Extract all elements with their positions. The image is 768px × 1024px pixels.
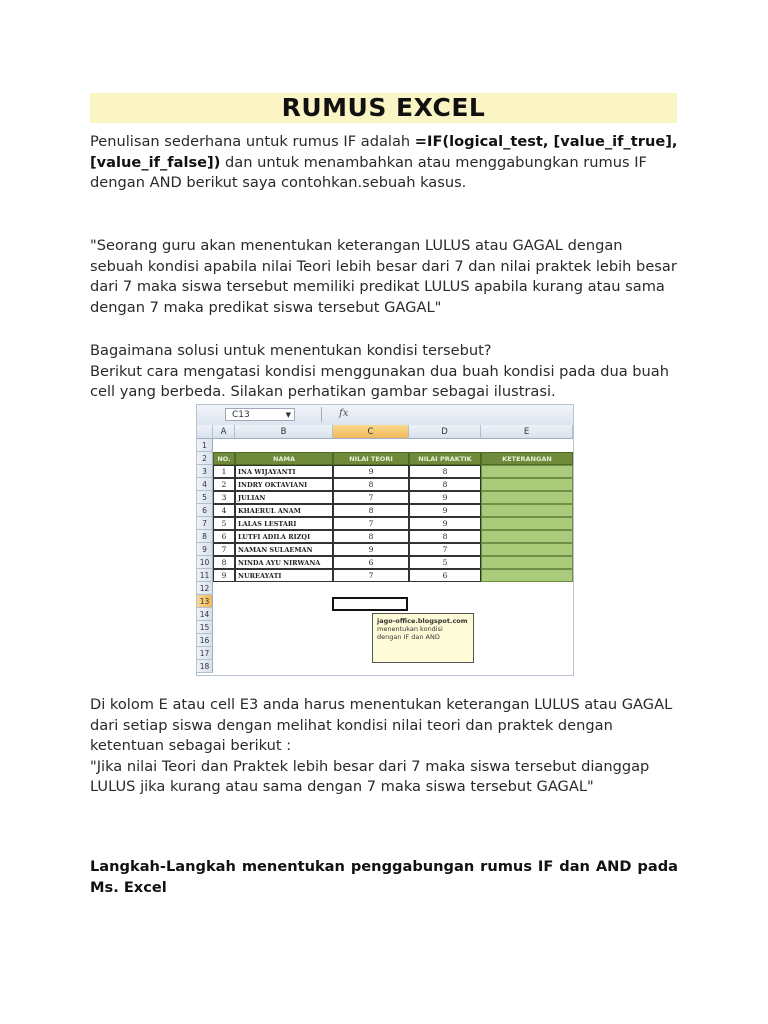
fx-icon: fx xyxy=(339,408,349,419)
title-bar xyxy=(90,93,677,123)
row-header-18[interactable]: 18 xyxy=(197,660,213,673)
row-header-5[interactable]: 5 xyxy=(197,491,213,504)
cell-nama[interactable]: KHAERUL ANAM xyxy=(235,504,333,517)
cell-nama[interactable]: LUTFI ADILA RIZQI xyxy=(235,530,333,543)
cell-teori[interactable]: 6 xyxy=(333,556,409,569)
row-header-17[interactable]: 17 xyxy=(197,647,213,660)
cell-teori[interactable]: 9 xyxy=(333,543,409,556)
row-header-13[interactable]: 13 xyxy=(197,595,213,608)
cell-no[interactable]: 2 xyxy=(213,478,235,491)
chevron-down-icon: ▼ xyxy=(285,411,291,419)
table-header-cell[interactable]: NILAI TEORI xyxy=(333,452,409,465)
row-header-1[interactable]: 1 xyxy=(197,439,213,452)
name-box-value: C13 xyxy=(232,410,250,420)
cell-nama[interactable]: INDRY OKTAVIANI xyxy=(235,478,333,491)
cell-nama[interactable]: NINDA AYU NIRWANA xyxy=(235,556,333,569)
cell-teori[interactable]: 9 xyxy=(333,465,409,478)
cell-no[interactable]: 3 xyxy=(213,491,235,504)
cell-keterangan[interactable] xyxy=(481,556,573,569)
cell-keterangan[interactable] xyxy=(481,504,573,517)
cell-keterangan[interactable] xyxy=(481,465,573,478)
cell-nama[interactable]: NUREAYATI xyxy=(235,569,333,582)
p4-text-b: "Jika nilai Teori dan Praktek lebih besar dari 7 maka siswa tersebut dianggap LULUS jika kurang atau sama dengan 7 maka siswa tersebut GAGAL" xyxy=(90,757,650,796)
cell-no[interactable]: 9 xyxy=(213,569,235,582)
note-site: jago-office.blogspot.com xyxy=(377,617,468,625)
paragraph-solution xyxy=(90,341,678,403)
cell-no[interactable]: 1 xyxy=(213,465,235,478)
column-header-d[interactable]: D xyxy=(409,425,481,439)
row-header-3[interactable]: 3 xyxy=(197,465,213,478)
cell-praktik[interactable]: 6 xyxy=(409,569,481,582)
comment-note xyxy=(372,613,474,663)
cell-keterangan[interactable] xyxy=(481,517,573,530)
select-all-corner[interactable] xyxy=(197,425,213,439)
cell-teori[interactable]: 7 xyxy=(333,569,409,582)
cell-keterangan[interactable] xyxy=(481,569,573,582)
p1-text-b: dan untuk menambahkan atau menggabungkan rumus IF dengan AND berikut saya contohkan.sebuah kasus. xyxy=(90,153,647,192)
cell-praktik[interactable]: 9 xyxy=(409,491,481,504)
row-header-12[interactable]: 12 xyxy=(197,582,213,595)
column-header-b[interactable]: B xyxy=(235,425,333,439)
paragraph-instructions xyxy=(90,695,678,798)
cell-teori[interactable]: 8 xyxy=(333,478,409,491)
cell-praktik[interactable]: 8 xyxy=(409,465,481,478)
formula-bar xyxy=(197,405,573,426)
cell-praktik[interactable]: 8 xyxy=(409,478,481,491)
column-header-e[interactable]: E xyxy=(481,425,573,439)
row-header-11[interactable]: 11 xyxy=(197,569,213,582)
table-header-cell[interactable]: NAMA xyxy=(235,452,333,465)
table-header-cell[interactable]: NILAI PRAKTIK xyxy=(409,452,481,465)
row-header-9[interactable]: 9 xyxy=(197,543,213,556)
cell-praktik[interactable]: 5 xyxy=(409,556,481,569)
cell-keterangan[interactable] xyxy=(481,491,573,504)
table-header-cell[interactable]: NO. xyxy=(213,452,235,465)
formula-divider xyxy=(321,407,322,422)
cell-no[interactable]: 4 xyxy=(213,504,235,517)
p3-line1: Bagaimana solusi untuk menentukan kondisi tersebut? xyxy=(90,342,492,359)
column-header-c[interactable]: C xyxy=(333,425,409,439)
table-header-cell[interactable]: KETERANGAN xyxy=(481,452,573,465)
cell-nama[interactable]: NAMAN SULAEMAN xyxy=(235,543,333,556)
page-title: RUMUS EXCEL xyxy=(281,93,486,122)
cell-praktik[interactable]: 9 xyxy=(409,504,481,517)
p3-line2: Berikut cara mengatasi kondisi menggunakan dua buah kondisi pada dua buah cell yang berbeda. Silakan perhatikan gambar sebagai ilustrasi. xyxy=(90,362,669,401)
row-header-6[interactable]: 6 xyxy=(197,504,213,517)
cell-no[interactable]: 7 xyxy=(213,543,235,556)
cell-nama[interactable]: JULIAN xyxy=(235,491,333,504)
cell-keterangan[interactable] xyxy=(481,530,573,543)
p4-text-a: Di kolom E atau cell E3 anda harus menentukan keterangan LULUS atau GAGAL dari setiap siswa dengan melihat kondisi nilai teori dan praktek dengan ketentuan sebagai berikut : xyxy=(90,696,673,755)
active-cell-selection[interactable] xyxy=(332,597,408,611)
cell-teori[interactable]: 7 xyxy=(333,491,409,504)
cell-praktik[interactable]: 8 xyxy=(409,530,481,543)
row-header-14[interactable]: 14 xyxy=(197,608,213,621)
cell-no[interactable]: 5 xyxy=(213,517,235,530)
note-text: menentukan kondisi dengan IF dan AND xyxy=(377,625,443,641)
cell-praktik[interactable]: 9 xyxy=(409,517,481,530)
cell-keterangan[interactable] xyxy=(481,478,573,491)
row-header-10[interactable]: 10 xyxy=(197,556,213,569)
name-box[interactable] xyxy=(225,408,295,421)
row-header-7[interactable]: 7 xyxy=(197,517,213,530)
row-header-2[interactable]: 2 xyxy=(197,452,213,465)
p1-text-a: Penulisan sederhana untuk rumus IF adalah xyxy=(90,133,415,150)
cell-teori[interactable]: 7 xyxy=(333,517,409,530)
if-formula: =IF(logical_test, [value_if_true], [value_if_false]) xyxy=(90,133,678,171)
cell-teori[interactable]: 8 xyxy=(333,504,409,517)
paragraph-if-syntax xyxy=(90,132,678,194)
paragraph-case: "Seorang guru akan menentukan keterangan LULUS atau GAGAL dengan sebuah kondisi apabila nilai Teori lebih besar dari 7 dan nilai praktek lebih besar dari 7 maka siswa tersebut memiliki predikat LULUS apabila kurang atau sama dengan 7 maka predikat siswa tersebut GAGAL" xyxy=(90,237,677,316)
cell-keterangan[interactable] xyxy=(481,543,573,556)
cell-nama[interactable]: LALAS LESTARI xyxy=(235,517,333,530)
cell-no[interactable]: 8 xyxy=(213,556,235,569)
spreadsheet-illustration xyxy=(196,404,574,676)
section-heading: Langkah-Langkah menentukan penggabungan rumus IF dan AND pada Ms. Excel xyxy=(90,858,678,896)
cell-praktik[interactable]: 7 xyxy=(409,543,481,556)
row-header-4[interactable]: 4 xyxy=(197,478,213,491)
row-header-16[interactable]: 16 xyxy=(197,634,213,647)
column-header-a[interactable]: A xyxy=(213,425,235,439)
cell-teori[interactable]: 8 xyxy=(333,530,409,543)
row-header-15[interactable]: 15 xyxy=(197,621,213,634)
row-header-8[interactable]: 8 xyxy=(197,530,213,543)
cell-nama[interactable]: INA WIJAYANTI xyxy=(235,465,333,478)
cell-no[interactable]: 6 xyxy=(213,530,235,543)
